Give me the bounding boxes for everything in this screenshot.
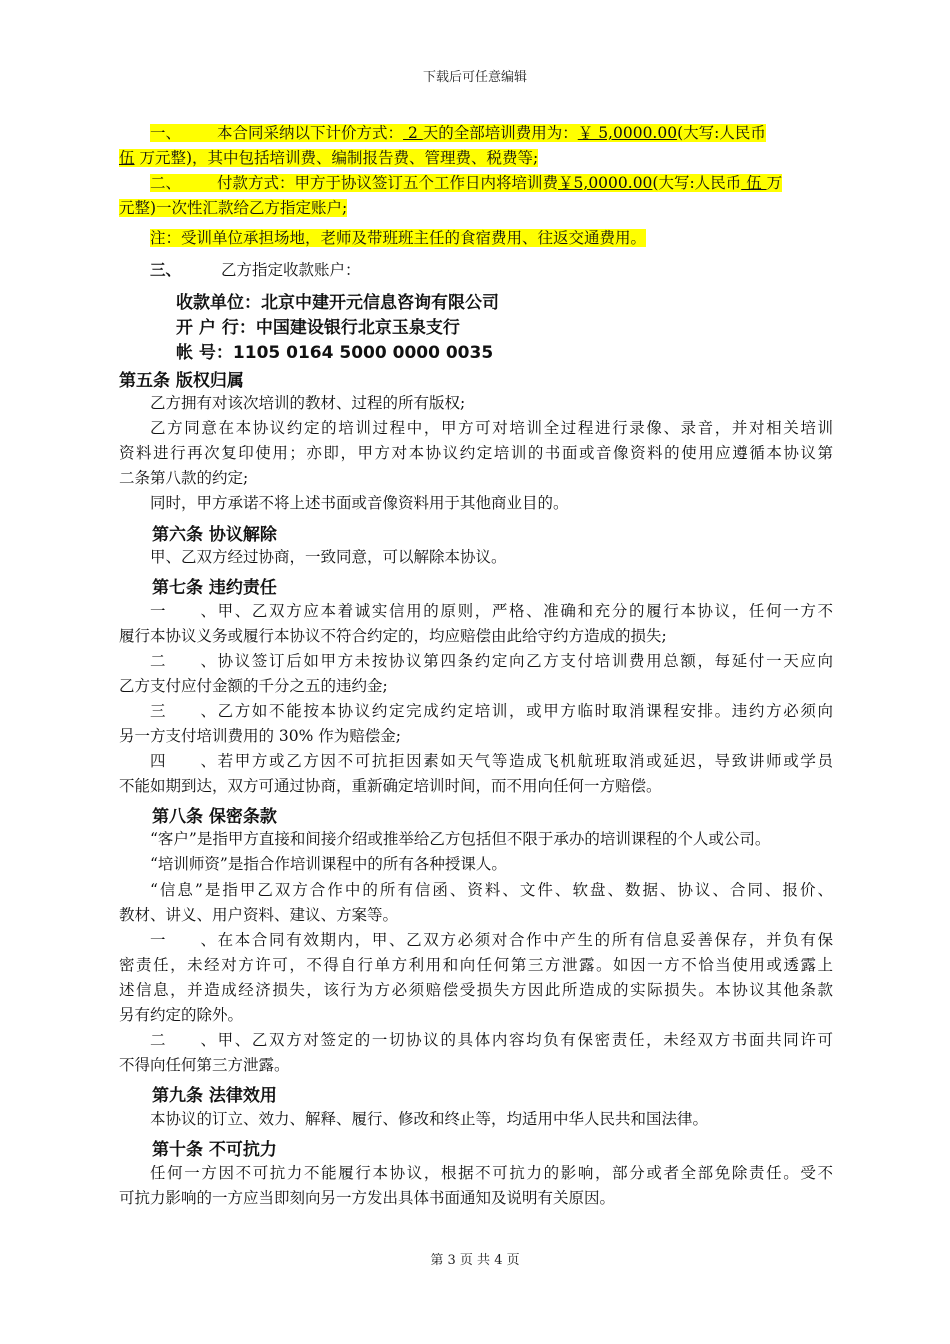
article-7-item-2-line-2: 乙方支付应付金额的千分之五的违约金; bbox=[119, 677, 388, 695]
article-9-para-1: 本协议的订立、效力、解释、履行、修改和终止等，均适用中华人民共和国法律。 bbox=[150, 1110, 709, 1128]
item-number: 三、 bbox=[150, 261, 182, 279]
definition-client: “客户”是指甲方直接和间接介绍或推举给乙方包括但不限于承办的培训课程的个人或公司。 bbox=[150, 830, 771, 848]
account-number bbox=[176, 338, 493, 363]
article-8-item-1-line-1: 一、在本合同有效期内，甲、乙双方必须对合作中产生的所有信息妥善保存，并负有保 bbox=[150, 931, 833, 949]
article-7-title: 第七条 违约责任 bbox=[152, 578, 277, 598]
article-8-title: 第八条 保密条款 bbox=[152, 807, 277, 827]
item-number: 二、 bbox=[150, 652, 216, 670]
definition-info-line-1: “信息”是指甲乙双方合作中的所有信函、资料、文件、软盘、数据、协议、合同、报价、 bbox=[150, 881, 833, 899]
payment-text: 万 bbox=[766, 174, 783, 192]
page-header: 下载后可任意编辑 bbox=[422, 70, 527, 85]
article-5-para-1: 乙方拥有对该次培训的教材、过程的所有版权; bbox=[150, 394, 466, 412]
pricing-note bbox=[150, 227, 646, 249]
amount-in-words: 伍 bbox=[119, 149, 135, 167]
article-8-item-1-line-4: 另有约定的除外。 bbox=[119, 1006, 244, 1024]
article-5-title: 第五条 版权归属 bbox=[119, 371, 244, 391]
article-8-item-2-line-2: 不得向任何第三方泄露。 bbox=[119, 1056, 290, 1074]
article-6-title: 第六条 协议解除 bbox=[152, 525, 277, 545]
page-footer: 第 3 页 共 4 页 bbox=[430, 1253, 520, 1268]
article-7-item-3-line-2: 另一方支付培训费用的 30% 作为赔偿金; bbox=[119, 727, 402, 745]
note-text: 注：受训单位承担场地，老师及带班班主任的食宿费用、往返交通费用。 bbox=[150, 229, 647, 247]
article-7-item-4-line-2: 不能如期到达，双方可通过协商，重新确定培训时间，而不用向任何一方赔偿。 bbox=[119, 777, 662, 795]
article-7-item-3-line-1: 三、乙方如不能按本协议约定完成约定培训，或甲方临时取消课程安排。违约方必须向 bbox=[150, 702, 833, 720]
article-5-para-3: 同时，甲方承诺不将上述书面或音像资料用于其他商业目的。 bbox=[150, 494, 569, 512]
payment-text: 元整)一次性汇款给乙方指定账户; bbox=[119, 199, 348, 217]
bank-name: 开 户 行：中国建设银行北京玉泉支行 bbox=[176, 318, 460, 338]
training-fee-amount: ￥ 5,0000.00 bbox=[577, 124, 678, 142]
article-6-para-1: 甲、乙双方经过协商，一致同意，可以解除本协议。 bbox=[150, 548, 507, 566]
item-number: 四、 bbox=[150, 752, 216, 770]
pricing-line-4 bbox=[119, 197, 347, 219]
item-number: 二、 bbox=[150, 174, 182, 192]
pricing-text: 本合同采纳以下计价方式： bbox=[217, 124, 404, 142]
section-3-text: 乙方指定收款账户： bbox=[221, 261, 361, 279]
article-7-item-1-line-1: 一、甲、乙双方应本着诚实信用的原则，严格、准确和充分的履行本协议，任何一方不 bbox=[150, 602, 833, 620]
article-8-item-1-line-2: 密责任，未经对方许可，不得自行单方利用和向任何第三方泄露。如因一方不恰当使用或透露上 bbox=[119, 956, 833, 974]
article-10-line-1: 任何一方因不可抗力不能履行本协议，根据不可抗力的影响，部分或者全部免除责任。受不 bbox=[150, 1164, 833, 1182]
article-8-item-2-line-1: 二、甲、乙双方对签定的一切协议的具体内容均负有保密责任，未经双方书面共同许可 bbox=[150, 1031, 833, 1049]
article-5-para-2-line-3: 二条第八款的约定; bbox=[119, 469, 249, 487]
pricing-text: 万元整)，其中包括培训费、编制报告费、管理费、税费等; bbox=[134, 149, 539, 167]
item-number: 三、 bbox=[150, 702, 216, 720]
amount-in-words: 伍 bbox=[741, 174, 767, 192]
article-7-item-2-line-1: 二、协议签订后如甲方未按协议第四条约定向乙方支付培训费用总额，每延付一天应向 bbox=[150, 652, 833, 670]
item-number: 一、 bbox=[150, 602, 216, 620]
definition-trainers: “培训师资”是指合作培训课程中的所有各种授课人。 bbox=[150, 855, 507, 873]
article-10-title: 第十条 不可抗力 bbox=[152, 1140, 277, 1160]
pricing-line-3 bbox=[150, 172, 782, 194]
item-number: 一、 bbox=[150, 124, 182, 142]
article-7-item-4-line-1: 四、若甲方或乙方因不可抗拒因素如天气等造成飞机航班取消或延迟，导致讲师或学员 bbox=[150, 752, 833, 770]
payment-text: (大写:人民币 bbox=[652, 174, 742, 192]
account-label: 帐 号： bbox=[176, 343, 233, 363]
pricing-line-1 bbox=[150, 122, 766, 144]
account-value: 1105 0164 5000 0000 0035 bbox=[232, 343, 494, 363]
article-5-para-2-line-2: 资料进行再次复印使用；亦即，甲方对本协议约定培训的书面或音像资料的使用应遵循本协议第 bbox=[119, 444, 833, 462]
item-number: 二、 bbox=[150, 1031, 216, 1049]
training-days: 2 bbox=[403, 124, 423, 142]
pricing-text: (大写:人民币 bbox=[677, 124, 766, 142]
payee-name: 收款单位：北京中建开元信息咨询有限公司 bbox=[176, 293, 499, 313]
payment-amount: ￥5,0000.00 bbox=[558, 174, 653, 192]
section-3-heading bbox=[150, 259, 361, 281]
article-7-item-1-line-2: 履行本协议义务或履行本协议不符合约定的，均应赔偿由此给守约方造成的损失; bbox=[119, 627, 667, 645]
pricing-line-2 bbox=[119, 147, 538, 169]
article-8-item-1-line-3: 述信息，并造成经济损失，该行为方必须赔偿受损失方因此所造成的实际损失。本协议其他条款 bbox=[119, 981, 833, 999]
payment-text: 付款方式：甲方于协议签订五个工作日内将培训费 bbox=[217, 174, 559, 192]
pricing-text: 天的全部培训费用为： bbox=[422, 124, 578, 142]
article-10-line-2: 可抗力影响的一方应当即刻向另一方发出具体书面通知及说明有关原因。 bbox=[119, 1189, 616, 1207]
definition-info-line-2: 教材、讲义、用户资料、建议、方案等。 bbox=[119, 906, 399, 924]
item-number: 一、 bbox=[150, 931, 216, 949]
article-9-title: 第九条 法律效用 bbox=[152, 1086, 277, 1106]
article-5-para-2-line-1: 乙方同意在本协议约定的培训过程中，甲方可对培训全过程进行录像、录音，并对相关培训 bbox=[150, 419, 833, 437]
